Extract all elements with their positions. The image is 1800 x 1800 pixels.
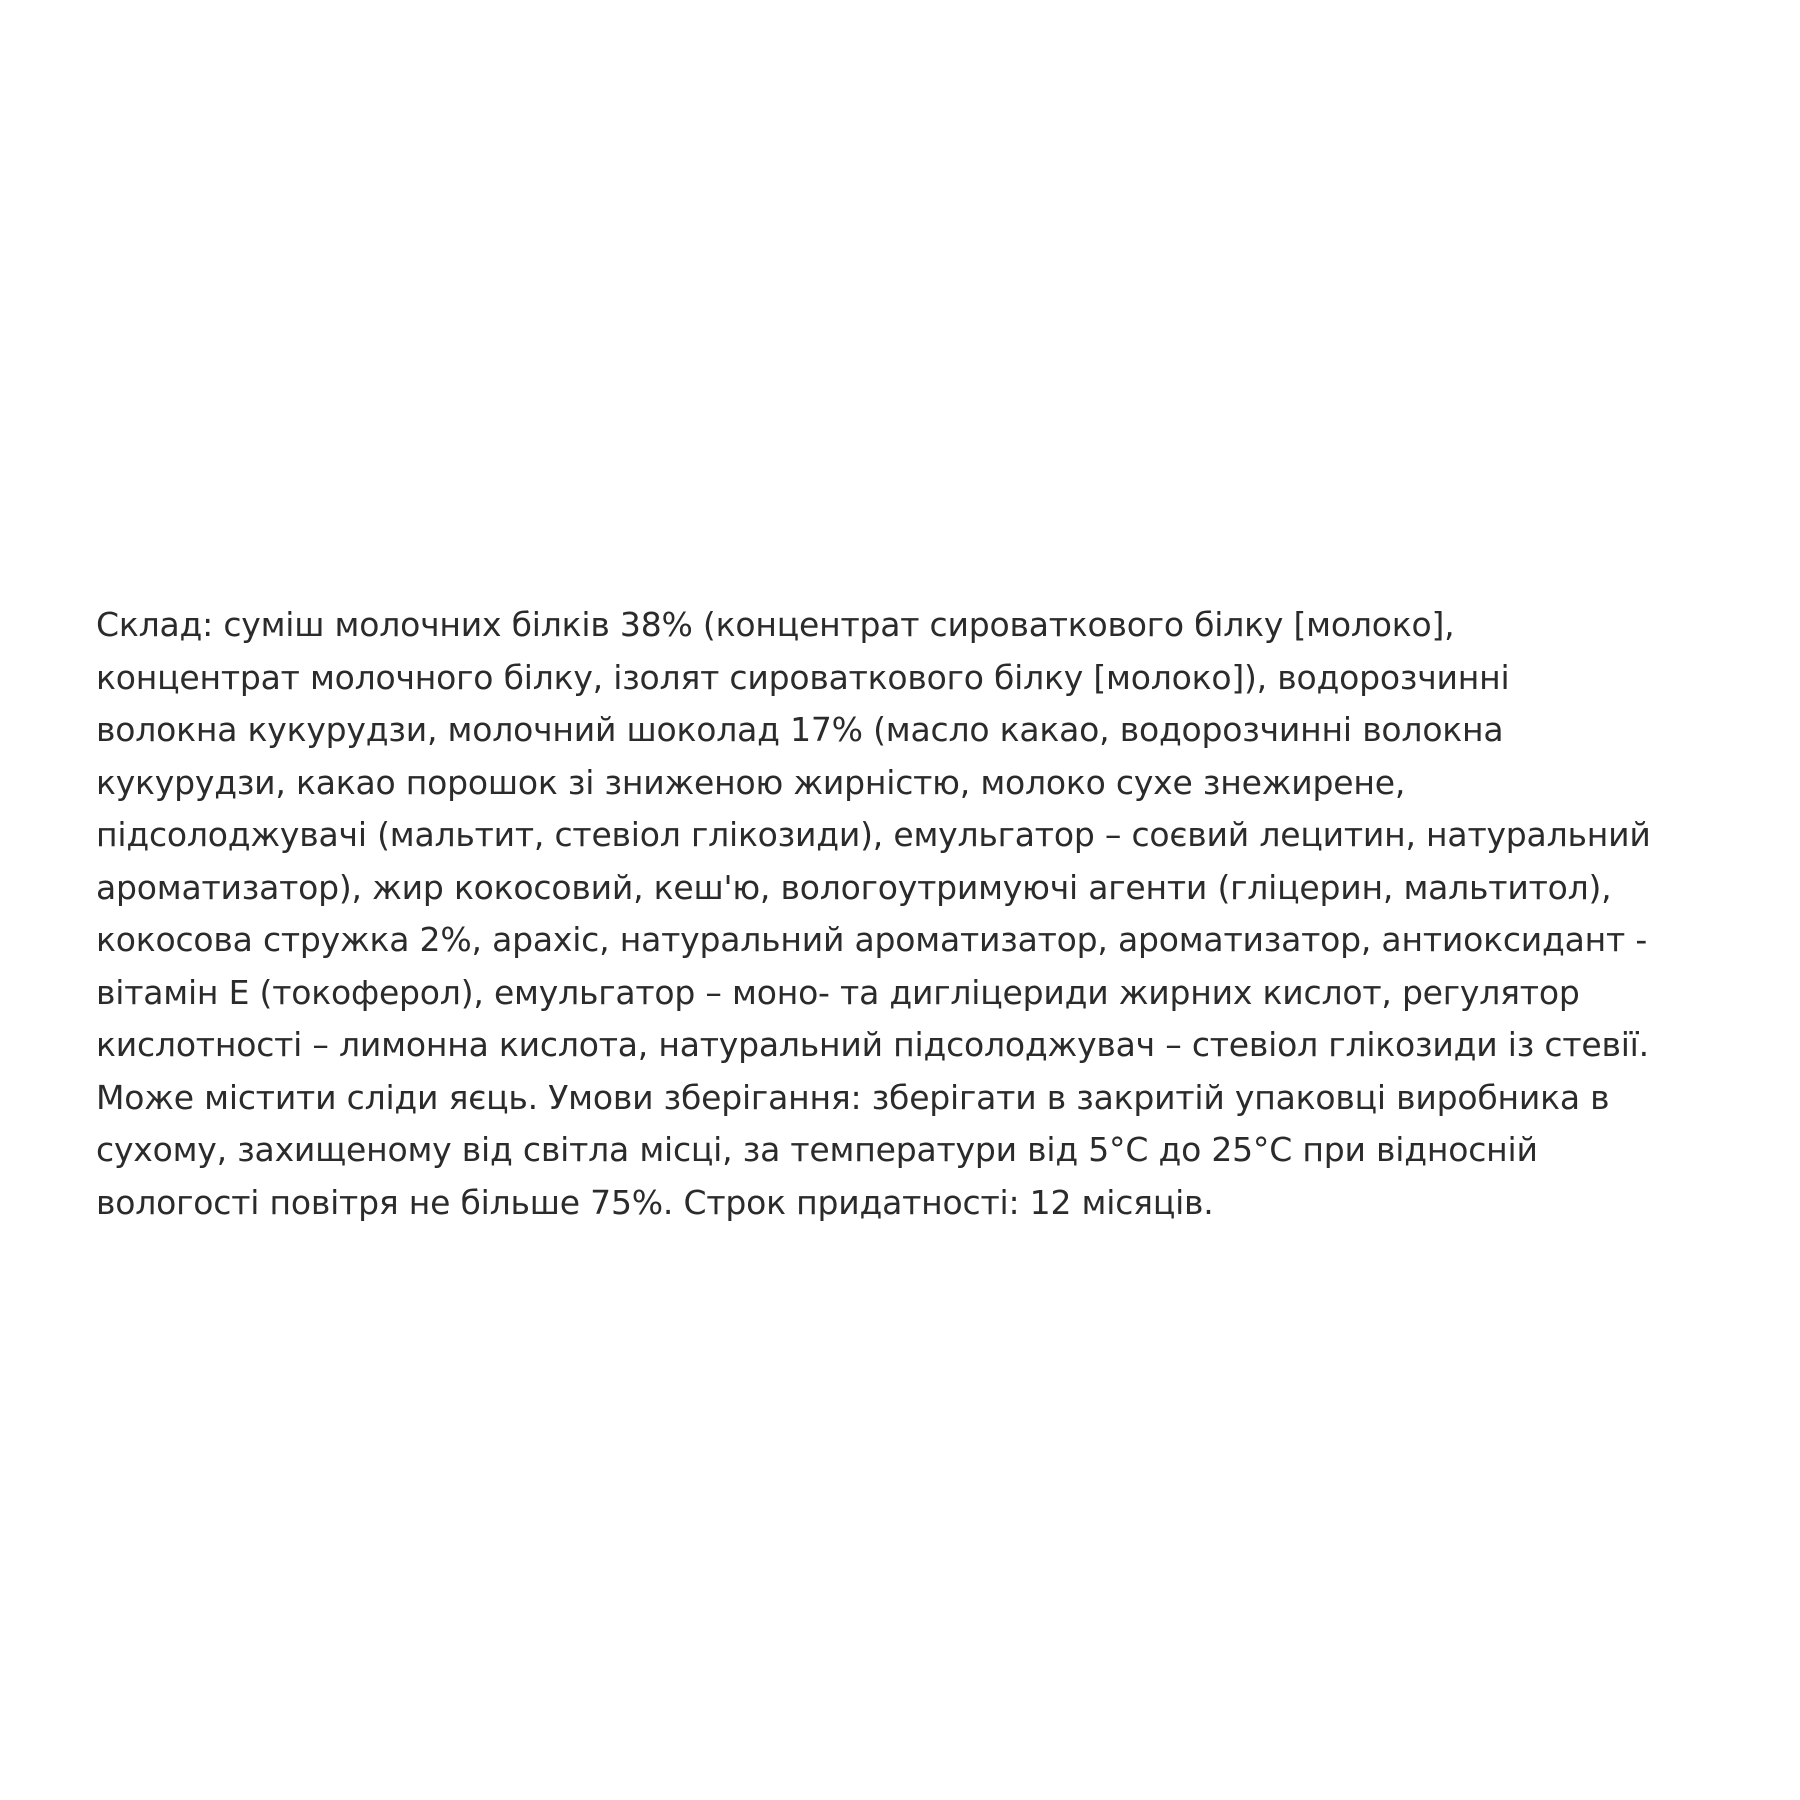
text-line: вітамін Е (токоферол), емульгатор – моно- та дигліцериди жирних кислот, регулятор <box>96 972 1580 1012</box>
text-line: Може містити сліди яєць. Умови зберігання: зберігати в закритій упаковці виробника в <box>96 1077 1610 1117</box>
text-line: вологості повітря не більше 75%. Строк придатності: 12 місяців. <box>96 1182 1214 1222</box>
text-line: кокосова стружка 2%, арахіс, натуральний ароматизатор, ароматизатор, антиоксидант - <box>96 920 1648 959</box>
text-line: волокна кукурудзи, молочний шоколад 17% (масло какао, водорозчинні волокна <box>96 710 1504 749</box>
text-line: сухому, захищеному від світла місці, за температури від 5°С до 25°С при відносній <box>96 1130 1538 1169</box>
text-line: кислотності – лимонна кислота, натуральний підсолоджувач – стевіол глікозиди із стевії. <box>96 1025 1649 1064</box>
text-line: підсолоджувачі (мальтит, стевіол глікозиди), емульгатор – соєвий лецитин, натуральний <box>96 815 1651 854</box>
text-line: кукурудзи, какао порошок зі зниженою жирністю, молоко сухе знежирене, <box>96 762 1406 802</box>
text-line: концентрат молочного білку, ізолят сироваткового білку [молоко]), водорозчинні <box>96 657 1510 697</box>
text-line: ароматизатор), жир кокосовий, кеш'ю, вологоутримуючі агенти (гліцерин, мальтитол), <box>96 867 1612 907</box>
composition-text-block <box>96 599 1736 1229</box>
text-line: Склад: суміш молочних білків 38% (концентрат сироваткового білку [молоко], <box>96 605 1455 644</box>
